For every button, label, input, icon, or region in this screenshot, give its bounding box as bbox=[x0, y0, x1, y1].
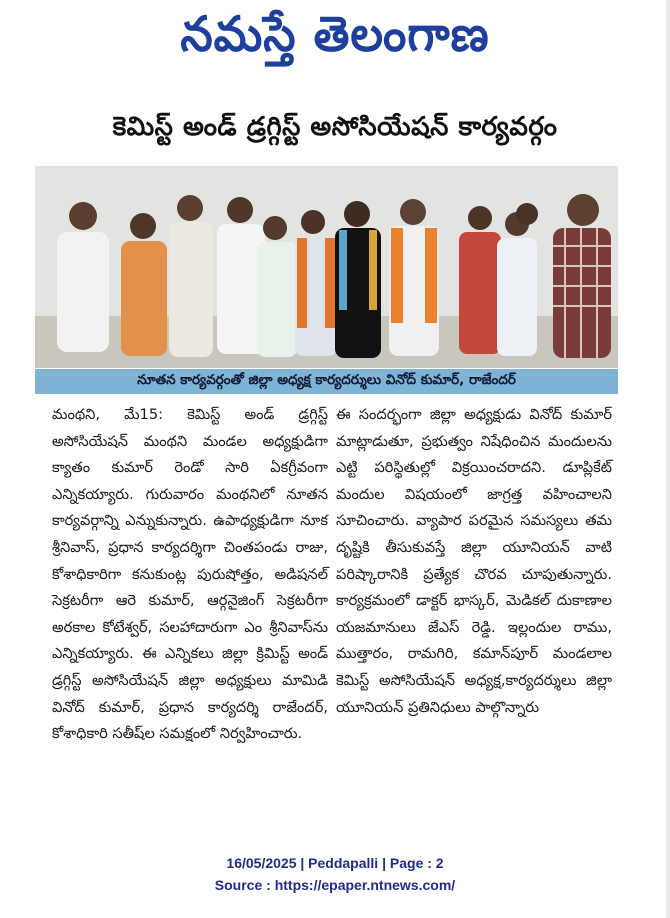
masthead-title: నమస్తే తెలంగాణ bbox=[180, 5, 490, 63]
footer-date-line: 16/05/2025 | Peddapalli | Page : 2 bbox=[226, 855, 444, 871]
article-body-right: ఈ సందర్భంగా జిల్లా అధ్యక్షుడు వినోద్ కుమార్ మాట్లాడుతూ, ప్రభుత్వం నిషేధించిన మందులను ఎట్టి పరిస్థితుల్లో విక్రయించరాదని. డూప్లికేట్ మందుల విషయంలో జాగ్రత్త వహించాలని సూచించారు. వ్యాపార పరమైన సమస్యలు తమ దృష్టికి తీసుకువస్తే జిల్లా యూనియన్ వాటి పరిష్కారానికి ప్రత్యేక చొరవ చూపుతున్నారు. కార్యక్రమంలో డాక్టర్ భాస్కర్, మెడికల్ దుకాణాల యజమానులు జేఎస్ రెడ్డి. ఇల్లందుల రాము, ముత్తారం, రామగిరి, కమాన్‌పూర్ మండలాల కెమిస్ట్ అసోసియేషన్ అధ్యక్ష,కార్యదర్శులు జిల్లా యూనియన్ ప్రతినిధులు పాల్గొన్నారు bbox=[336, 406, 612, 716]
footer-source-line: Source : https://epaper.ntnews.com/ bbox=[214, 877, 456, 893]
photo-caption: నూతన కార్యవర్గంతో జిల్లా అధ్యక్ష కార్యదర్శులు వినోద్ కుమార్, రాజేందర్ bbox=[137, 372, 516, 388]
group-photo-image bbox=[35, 166, 618, 368]
article-body-left: మంథని, మే15: కెమిస్ట్ అండ్ డ్రగ్గిస్ట్ అసోసియేషన్ మంథని మండల అధ్యక్షుడిగా క్యాతం కుమార్ రెండో సారి ఏకగ్రీవంగా ఎన్నికయ్యారు. గురువారం మంథనిలో నూతన కార్యవర్గాన్ని ఎన్నుకున్నారు. ఉపాధ్యక్షుడిగా నూక శ్రీనివాస్, ప్రధాన కార్యదర్శిగా చింతపండు రాజు, కోశాధికారిగా కనుకుంట్ల పురుషోత్తం, అడిషనల్ సెక్రటరీగా ఆరె కుమార్, ఆర్గనైజింగ్ సెక్రటరీగా అరకాల కోటేశ్వర్, సలహాదారుగా ఎం శ్రీనివాస్‌ను ఎన్నికయ్యారు. ఈ ఎన్నికలు జిల్లా క్రిమిస్ట్ అండ్ డ్రగ్గిస్ట్ అసోసియేషన్ జిల్లా అధ్యక్షులు మామిడి వినోద్ కుమార్, ప్రధాన కార్యదర్శి రాజేందర్, కోశాధికారి సతీష్‌ల సమక్షంలో నిర్వహించారు. bbox=[52, 406, 328, 743]
article-photo bbox=[35, 166, 618, 368]
photo-caption-bar bbox=[35, 369, 618, 394]
newspaper-masthead bbox=[0, 6, 670, 74]
article-column-right bbox=[336, 402, 612, 721]
article-column-left bbox=[52, 402, 328, 748]
page-edge-divider bbox=[666, 0, 670, 918]
article-headline: కెమిస్ట్ అండ్ డ్రగ్గిస్ట్ అసోసియేషన్ కార్యవర్గం bbox=[112, 112, 558, 142]
